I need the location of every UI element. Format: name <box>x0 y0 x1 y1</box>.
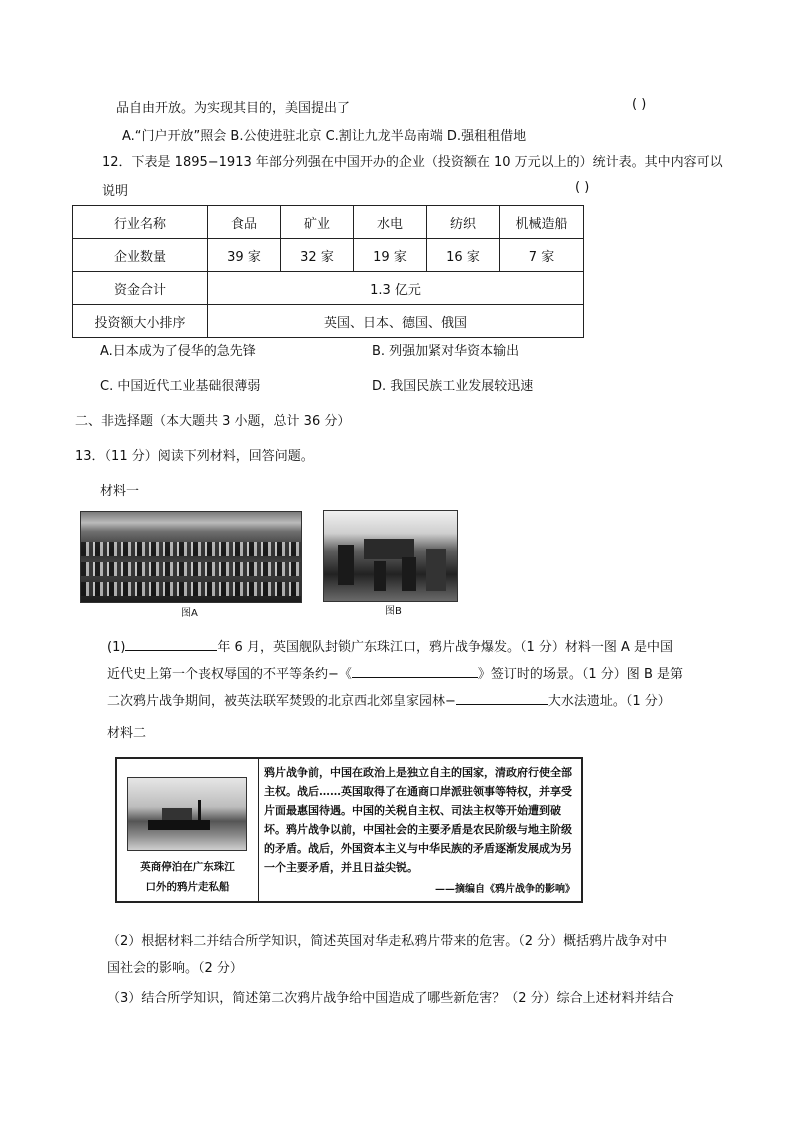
answer-blank-garden[interactable] <box>456 691 548 705</box>
answer-blank-year[interactable] <box>125 637 217 651</box>
q11-stem-end: 品自由开放。为实现其目的，美国提出了 <box>116 101 351 116</box>
q11-answer-paren: ( ) <box>632 97 647 112</box>
industry-cell: 纺织 <box>427 206 500 239</box>
table-header-cell: 行业名称 <box>73 206 208 239</box>
count-cell: 16 家 <box>427 239 500 272</box>
capital-cell: 1.3 亿元 <box>208 272 584 305</box>
sub1-text: 近代史上第一个丧权辱国的不平等条约−《 <box>107 667 352 682</box>
material2-quote: 鸦片战争前，中国在政治上是独立自主的国家，清政府行使全部主权。战后……英国取得了在通商口岸派驻领事等特权，并享受片面最惠国待遇。中国的关税自主权、司法主权等开始遭到破坏。鸦片战争以前，中国社会的主要矛盾是农民阶级与地主阶级的矛盾。战后，外国资本主义与中华民族的矛盾逐渐发展成为另一个主要矛盾，并且日益尖锐。 <box>264 766 572 874</box>
q12-answer-paren: ( ) <box>575 180 590 195</box>
q12-stem-line2: 说明 <box>102 184 129 199</box>
count-cell: 39 家 <box>208 239 281 272</box>
table-header-cell: 企业数量 <box>73 239 208 272</box>
q12-option-d: D. 我国民族工业发展较迅速 <box>372 379 534 394</box>
q13-sub2-line2: 国社会的影响。（2 分） <box>107 961 243 976</box>
table-row <box>73 305 584 338</box>
material2-label: 材料二 <box>107 726 147 741</box>
figure-b-caption: 图B <box>385 606 402 617</box>
ship-caption-line2: 口外的鸦片走私船 <box>145 881 230 893</box>
q12-statistics-table <box>72 205 584 338</box>
q12-option-b: B. 列强加紧对华资本输出 <box>372 344 520 359</box>
count-cell: 32 家 <box>281 239 354 272</box>
q13-stem: 13．（11 分）阅读下列材料，回答问题。 <box>75 449 314 464</box>
industry-cell: 食品 <box>208 206 281 239</box>
ranking-cell: 英国、日本、德国、俄国 <box>208 305 584 338</box>
q12-option-a: A.日本成为了侵华的急先锋 <box>100 344 256 359</box>
treaty-signing-photo <box>80 511 302 603</box>
industry-cell: 水电 <box>354 206 427 239</box>
q13-sub1-line3 <box>107 690 671 709</box>
industry-cell: 机械造船 <box>500 206 584 239</box>
table-row <box>73 239 584 272</box>
section-heading: 二、非选择题（本大题共 3 小题，总计 36 分） <box>75 414 351 429</box>
q13-sub3-line1: （3）结合所学知识，简述第二次鸦片战争给中国造成了哪些新危害？（2 分）综合上述材料并结合 <box>107 991 674 1006</box>
sub1-number: (1) <box>107 640 126 655</box>
industry-cell: 矿业 <box>281 206 354 239</box>
table-header-cell: 投资额大小排序 <box>73 305 208 338</box>
answer-blank-treaty[interactable] <box>352 664 478 678</box>
ruins-photo <box>323 510 458 602</box>
sub1-text: 》签订时的场景。（1 分）图 B 是第 <box>477 667 683 682</box>
q11-options: A.“门户开放”照会 B.公使进驻北京 C.割让九龙半岛南端 D.强租租借地 <box>122 129 527 144</box>
count-cell: 19 家 <box>354 239 427 272</box>
material2-source: ——摘编自《鸦片战争的影响》 <box>435 884 575 895</box>
figure-a-caption: 图A <box>181 608 198 619</box>
q13-sub1-line2 <box>107 663 683 682</box>
ship-caption-line1: 英商停泊在广东珠江 <box>140 861 235 873</box>
sub1-text: 大水法遗址。（1 分） <box>547 694 671 709</box>
opium-ship-photo <box>127 777 247 851</box>
q13-sub1-line1 <box>107 636 673 655</box>
table-row <box>73 206 584 239</box>
material1-label: 材料一 <box>100 484 140 499</box>
q13-sub2-line1: （2）根据材料二并结合所学知识，简述英国对华走私鸦片带来的危害。（2 分）概括鸦片战争对中 <box>107 934 668 949</box>
sub1-text: 年 6 月，英国舰队封锁广东珠江口，鸦片战争爆发。（1 分）材料一图 A 是中国 <box>217 640 674 655</box>
count-cell: 7 家 <box>500 239 584 272</box>
sub1-text: 二次鸦片战争期间，被英法联军焚毁的北京西北郊皇家园林− <box>107 694 456 709</box>
table-row <box>73 272 584 305</box>
material2-image-panel <box>117 759 259 901</box>
material2-box <box>115 757 583 903</box>
table-header-cell: 资金合计 <box>73 272 208 305</box>
q12-stem-line1: 12．下表是 1895−1913 年部分列强在中国开办的企业（投资额在 10 万元以上的）统计表。其中内容可以 <box>102 155 723 170</box>
q12-option-c: C. 中国近代工业基础很薄弱 <box>100 379 261 394</box>
